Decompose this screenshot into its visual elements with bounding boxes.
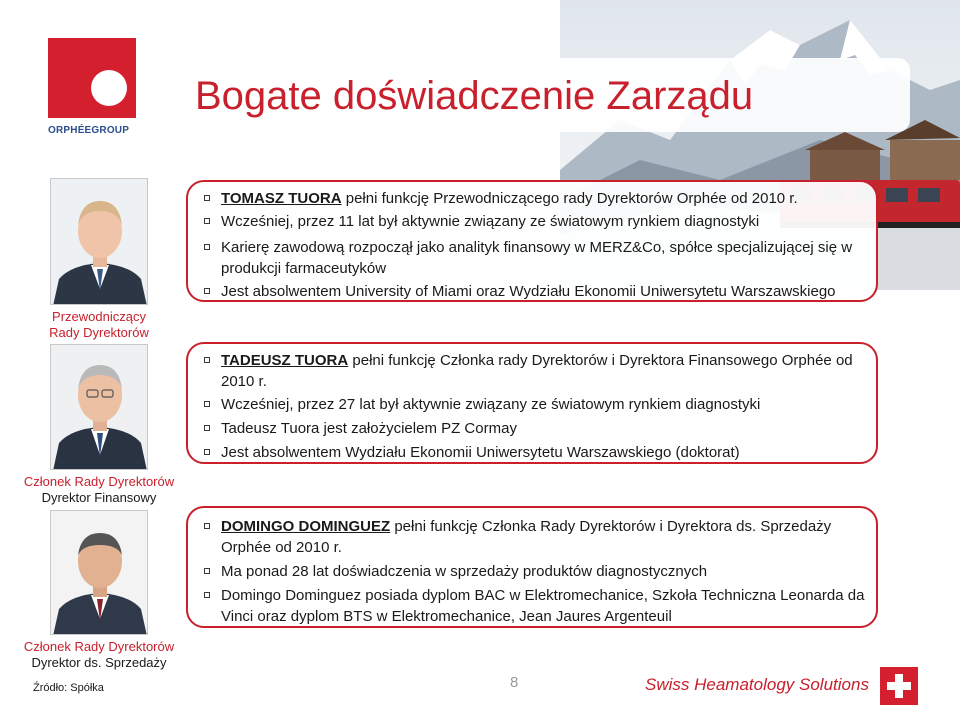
role-label-cfo: Członek Rady Dyrektorów Dyrektor Finansowy	[23, 474, 175, 505]
role-label-chairman: Przewodniczący Rady Dyrektorów	[49, 309, 149, 340]
bio-bullet: Jest absolwentem University of Miami oraz Wydziału Ekonomii Uniwersytetu Warszawskiego	[204, 281, 836, 302]
bio-box-tomasz-tuora	[186, 180, 878, 302]
page-number: 8	[510, 674, 519, 691]
bio-bullet: Jest absolwentem Wydziału Ekonomii Uniwersytetu Warszawskiego (doktorat)	[204, 442, 740, 463]
bio-box-tadeusz-tuora	[186, 342, 878, 464]
bio-box-domingo-dominguez	[186, 506, 878, 628]
bio-bullet: TOMASZ TUORA pełni funkcję Przewodniczącego rady Dyrektorów Orphée od 2010 r.	[204, 188, 798, 209]
person-name: DOMINGO DOMINGUEZ	[221, 518, 391, 535]
bio-bullet: Wcześniej, przez 27 lat był aktywnie związany ze światowym rynkiem diagnostyki	[204, 394, 760, 415]
bio-bullet: Tadeusz Tuora jest założycielem PZ Cormay	[204, 418, 517, 439]
source-note: Źródło: Spółka	[33, 682, 104, 694]
bio-bullet: Domingo Dominguez posiada dyplom BAC w Elektromechanice, Szkoła Techniczna Leonarda da Vinci oraz dyplom BTS w Elektromechanice, Jean Jaures Argenteuil	[204, 585, 874, 627]
portrait-photo-tomasz-tuora	[50, 178, 148, 305]
bio-bullet: Wcześniej, przez 11 lat był aktywnie związany ze światowym rynkiem diagnostyki	[204, 211, 759, 232]
swiss-flag-icon	[880, 667, 918, 705]
person-name: TADEUSZ TUORA	[221, 352, 349, 369]
bio-bullet: TADEUSZ TUORA pełni funkcję Członka rady Dyrektorów i Dyrektora Finansowego Orphée od 2010 r.	[204, 350, 864, 392]
person-name: TOMASZ TUORA	[221, 190, 342, 207]
tagline: Swiss Heamatology Solutions	[645, 675, 869, 694]
bio-bullet: Ma ponad 28 lat doświadczenia w sprzedaży produktów diagnostycznych	[204, 561, 707, 582]
portrait-photo-domingo-dominguez	[50, 510, 148, 635]
page-title: Bogate doświadczenie Zarządu	[195, 74, 754, 118]
orphee-group-logo: ORPHÉEGROUP	[48, 38, 138, 144]
bio-bullet: DOMINGO DOMINGUEZ pełni funkcję Członka Rady Dyrektorów i Dyrektora ds. Sprzedaży Orphée od 2010 r.	[204, 516, 864, 558]
portrait-photo-tadeusz-tuora	[50, 344, 148, 470]
role-label-sales-director: Członek Rady Dyrektorów Dyrektor ds. Sprzedaży	[23, 639, 175, 670]
bio-bullet: Karierę zawodową rozpoczął jako analityk finansowy w MERZ&Co, spółce specjalizującej się w produkcji farmaceutyków	[204, 237, 874, 279]
